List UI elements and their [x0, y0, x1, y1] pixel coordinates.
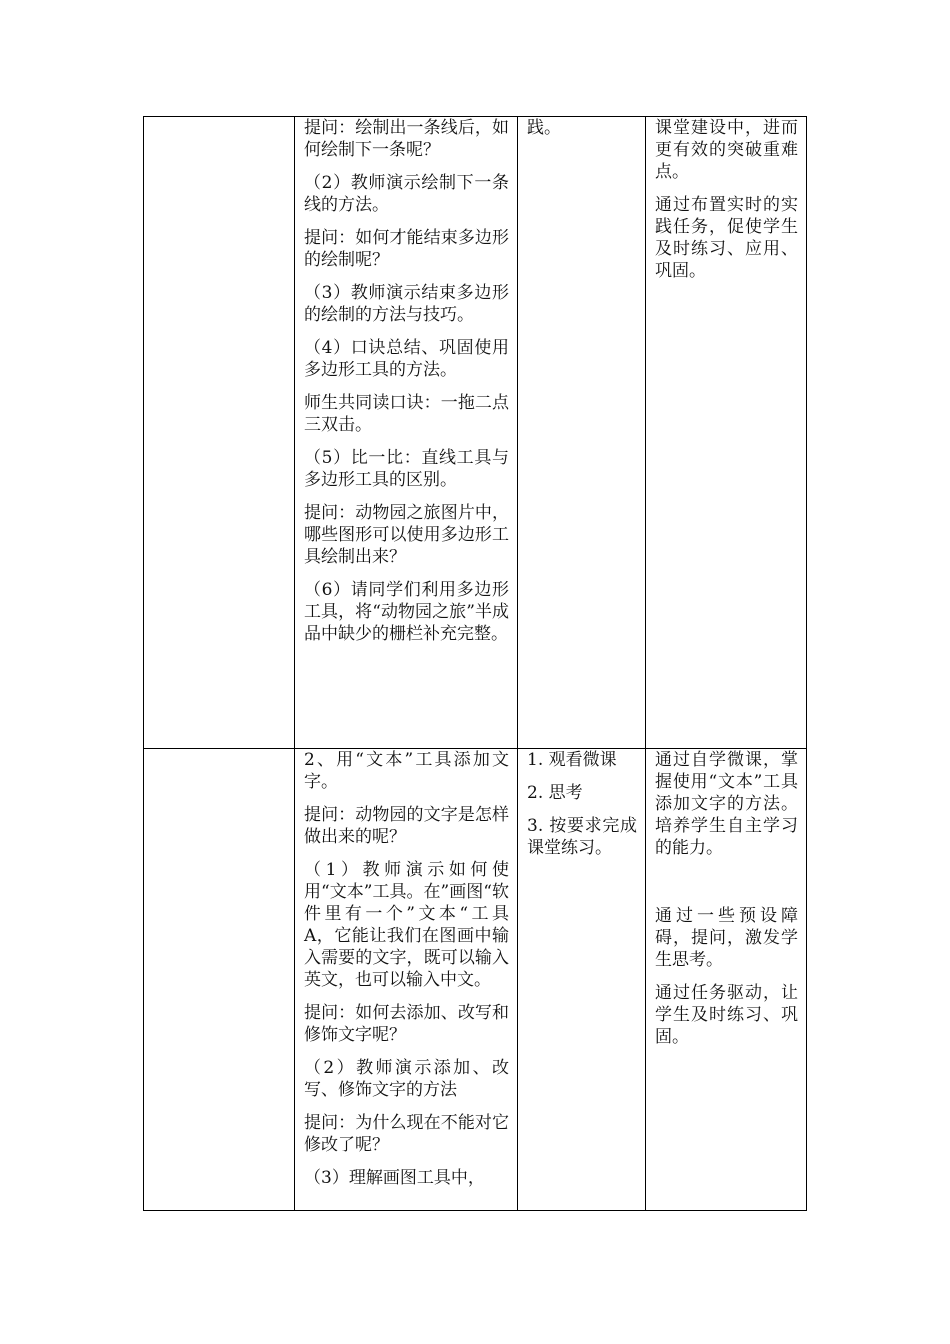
- paragraph: 通过布置实时的实践任务，促使学生及时练习、应用、巩固。: [655, 195, 798, 281]
- cell-student-activity: [518, 749, 646, 1211]
- cell-teacher-activity: [295, 749, 518, 1211]
- paragraph: 通过任务驱动，让学生及时练习、巩固。: [655, 983, 798, 1047]
- paragraph: 通过自学微课，掌握使用“文本”工具添加文字的方法。培养学生自主学习的能力。: [655, 750, 798, 858]
- paragraph: 提问：绘制出一条线后，如何绘制下一条呢？: [304, 118, 509, 160]
- paragraph: （3）理解画图工具中，: [304, 1168, 485, 1188]
- cell-design-intent: [646, 117, 807, 749]
- paragraph: 2、用“文本”工具添加文字。: [304, 750, 509, 792]
- paragraph: 课堂建设中，进而更有效的突破重难点。: [655, 118, 798, 182]
- lesson-plan-table: [143, 116, 807, 1211]
- paragraph: （5）比一比：直线工具与多边形工具的区别。: [304, 448, 509, 490]
- paragraph: 提问：动物园之旅图片中，哪些图形可以使用多边形工具绘制出来？: [304, 503, 509, 567]
- paragraph: （2）教师演示绘制下一条线的方法。: [304, 173, 509, 215]
- table-row: [144, 117, 807, 749]
- paragraph: 提问：为什么现在不能对它修改了呢？: [304, 1113, 509, 1155]
- paragraph: 提问：如何去添加、改写和修饰文字呢？: [304, 1003, 509, 1045]
- paragraph: 通过一些预设障碍，提问，激发学生思考。: [655, 906, 798, 970]
- cell-student-activity: [518, 117, 646, 749]
- paragraph: 提问：如何才能结束多边形的绘制呢？: [304, 228, 509, 270]
- table-row: [144, 749, 807, 1211]
- cell-design-intent: [646, 749, 807, 1211]
- paragraph: 3. 按要求完成课堂练习。: [527, 816, 637, 858]
- paragraph: 师生共同读口诀：一拖二点三双击。: [304, 393, 509, 435]
- paragraph: 践。: [527, 118, 561, 138]
- paragraph: 1. 观看微课: [527, 750, 617, 770]
- paragraph: （4）口诀总结、巩固使用多边形工具的方法。: [304, 338, 509, 380]
- cell-teacher-activity: [295, 117, 518, 749]
- cell-stage: [144, 749, 295, 1211]
- paragraph: 提问：动物园的文字是怎样做出来的呢？: [304, 805, 509, 847]
- paragraph: （6）请同学们利用多边形工具，将“动物园之旅”半成品中缺少的栅栏补充完整。: [304, 580, 509, 644]
- paragraph: 2. 思考: [527, 783, 583, 803]
- paragraph: （3）教师演示结束多边形的绘制的方法与技巧。: [304, 283, 509, 325]
- paragraph: （2）教师演示添加、改写、修饰文字的方法: [304, 1058, 509, 1100]
- cell-stage: [144, 117, 295, 749]
- paragraph: （1）教师演示如何使用“文本”工具。在”画图“软件里有一个”文本“工具 A，它能让我们在图画中输入需要的文字，既可以输入英文，也可以输入中文。: [304, 860, 509, 990]
